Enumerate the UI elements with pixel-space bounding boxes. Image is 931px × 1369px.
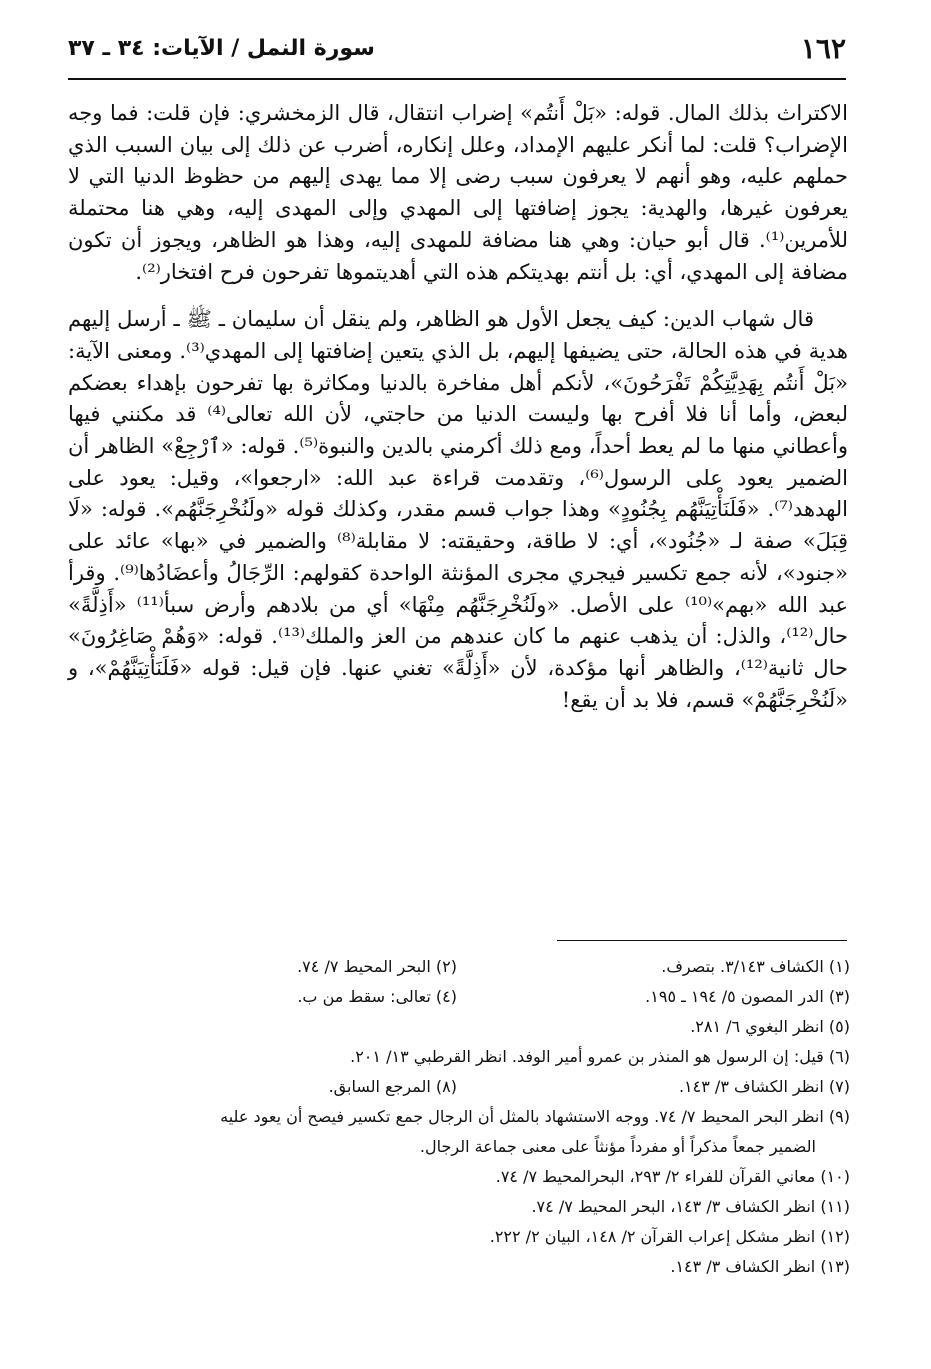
page-header xyxy=(68,28,846,80)
paragraph: الاكتراث بذلك المال. قوله: «بَلْ أَنتُم» إضراب انتقال، قال الزمخشري: فإن قلت: فما وجه الإضراب؟ قلت: لما أنكر عليهم الإمداد، وعلل إنكاره، أضرب عن ذلك إلى بيان السبب الذي حملهم عليه، وهو أنهم لا يعرفون سبب رضى إلا مما يهدى إليهم من حظوظ الدنيا التي لا يعرفون غيرها، والهدية: يجوز إضافتها إلى المهدي وإلى المهدى إليه، وهي هنا محتملة للأمرين⁽¹⁾. قال أبو حيان: وهي هنا مضافة للمهدى إليه، وهذا هو الظاهر، ويجوز أن تكون مضافة إلى المهدي، أي: بل أنتم بهديتكم هذه التي أهديتموها تفرحون فرح افتخار⁽²⁾. xyxy=(68,101,848,284)
footnote: (٩) انظر البحر المحيط ٧/ ٧٤. ووجه الاستشهاد بالمثل أن الرجال جمع تكسير فيصح أن يعود عليه xyxy=(220,1107,850,1126)
footnote: (٤) تعالى: سقط من ب. xyxy=(297,987,457,1006)
footnote-row xyxy=(64,1072,850,1102)
footnote: (٣) الدر المصون ٥/ ١٩٤ ـ ١٩٥. xyxy=(645,987,850,1006)
footnote: (١٢) انظر مشكل إعراب القرآن ٢/ ١٤٨، البيان ٢/ ٢٢٢. xyxy=(489,1227,850,1246)
footnote: (٦) قيل: إن الرسول هو المنذر بن عمرو أمير الوفد. انظر القرطبي ١٣/ ٢٠١. xyxy=(350,1047,850,1066)
footnote-continuation: الضمير جمعاً مذكراً أو مفرداً مؤنثاً على معنى جماعة الرجال. xyxy=(419,1137,816,1156)
footnote: (٨) المرجع السابق. xyxy=(328,1077,457,1096)
footnote: (١١) انظر الكشاف ٣/ ١٤٣، البحر المحيط ٧/ ٧٤. xyxy=(531,1197,850,1216)
page-number: ١٦٢ xyxy=(800,32,846,65)
paragraph: قال شهاب الدين: كيف يجعل الأول هو الظاهر، ولم ينقل أن سليمان ـ ﷺ ـ أرسل إليهم هدية في هذه الحالة، حتى يضيفها إليهم، بل الذي يتعين إضافتها إلى المهدي⁽³⁾. ومعنى الآية: «بَلْ أَنتُم بِهَدِيَّتِكُمْ تَفْرَحُونَ»، لأنكم أهل مفاخرة بالدنيا ومكاثرة بها تفرحون بإهداء بعضكم لبعض، وأما أنا فلا أفرح بها وليست الدنيا من حاجتي، لأن الله تعالى⁽⁴⁾ قد مكنني فيها وأعطاني منها ما لم يعط أحداً، ومع ذلك أكرمني بالدين والنبوة⁽⁵⁾. قوله: «ٱرْجِعْ» الظاهر أن الضمير يعود على الرسول⁽⁶⁾، وتقدمت قراءة عبد الله: «ارجعوا»، وقيل: يعود على الهدهد⁽⁷⁾. «فَلَنَأْتِيَنَّهُم بِجُنُودٍ» وهذا جواب قسم مقدر، وكذلك قوله «ولَنُخْرِجَنَّهُم». قوله: «لَا قِبَلَ» صفة لـ «جُنُود»، أي: لا طاقة، وحقيقته: لا مقابلة⁽⁸⁾ والضمير في «بها» عائد على «جنود»، لأنه جمع تكسير فيجري مجرى المؤنثة الواحدة كقولهم: الرِّجَالُ وأعضَادُها⁽⁹⁾. وقرأ عبد الله «بهم»⁽¹⁰⁾ على الأصل. «ولَنُخْرِجَنَّهُم مِنْهَا» أي من بلادهم وأرض سبأ⁽¹¹⁾ «أَذِلَّةً» حال⁽¹²⁾، والذل: أن يذهب عنهم ما كان عندهم من العز والملك⁽¹³⁾. قوله: «وَهُمْ صَاغِرُونَ» حال ثانية⁽¹²⁾، والظاهر أنها مؤكدة، لأن «أَذِلَّةً» تغني عنها. فإن قيل: قوله «فَلَنَأْتِيَنَّهُمْ»، و «لَنُخْرِجَنَّهُمْ» قسم، فلا بد أن يقع! xyxy=(68,307,849,712)
footnote: (٧) انظر الكشاف ٣/ ١٤٣. xyxy=(678,1077,850,1096)
footnotes xyxy=(64,952,850,1282)
footnote: (٢) البحر المحيط ٧/ ٧٤. xyxy=(297,957,457,976)
footnote-row xyxy=(64,952,850,982)
footnote-divider xyxy=(557,940,847,941)
footnote: (١٣) انظر الكشاف ٣/ ١٤٣. xyxy=(670,1257,850,1276)
footnote: (١٠) معاني القرآن للفراء ٢/ ٢٩٣، البحرالمحيط ٧/ ٧٤. xyxy=(495,1167,850,1186)
main-text xyxy=(68,98,848,716)
footnote: (٥) انظر البغوي ٦/ ٢٨١. xyxy=(690,1017,850,1036)
running-title: سورة النمل / الآيات: ٣٤ ـ ٣٧ xyxy=(68,36,375,61)
footnote-row xyxy=(64,982,850,1012)
footnote: (١) الكشاف ٣/١٤٣. بتصرف. xyxy=(661,957,850,976)
